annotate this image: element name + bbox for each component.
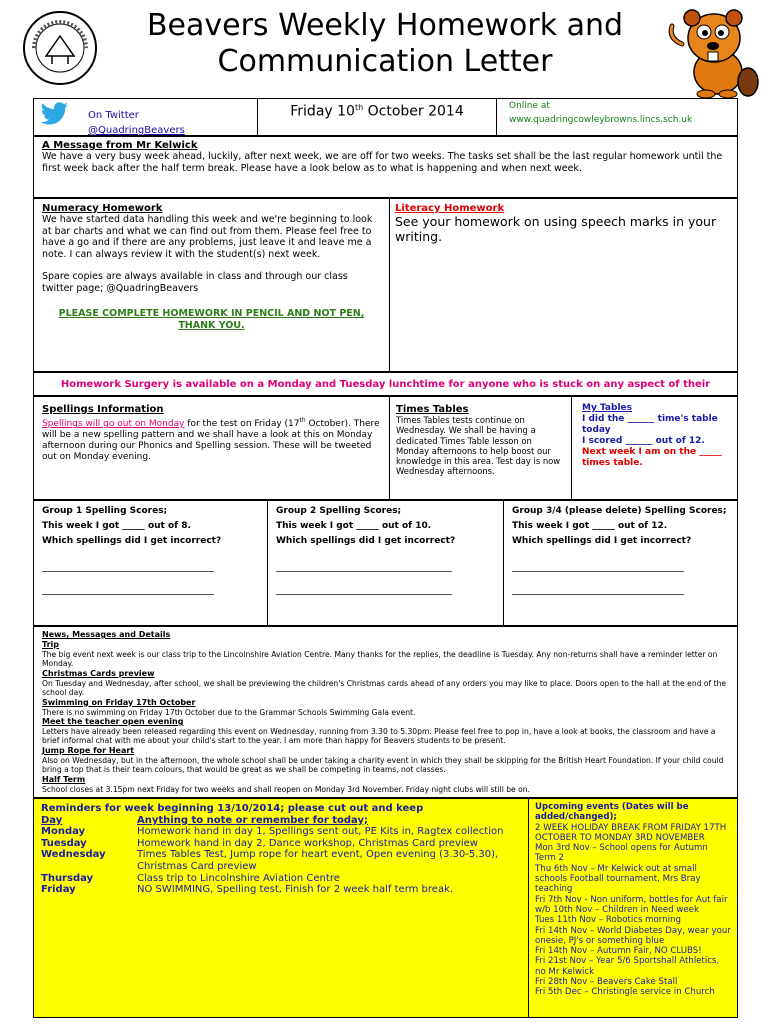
answer-line[interactable]	[276, 594, 452, 595]
weekly-reminders-section	[33, 798, 529, 1018]
my-tables-heading: My Tables	[582, 403, 632, 413]
reminder-row-monday: Monday Homework hand in day 1, Spellings sent out, PE Kits in, Ragtex collection	[41, 826, 504, 838]
literacy-homework-section	[390, 198, 738, 372]
numeracy-heading: Numeracy Homework	[42, 203, 163, 214]
upcoming-heading: Upcoming events (Dates will be added/changed);	[535, 802, 689, 823]
note-column-header: Anything to note or remember for today;	[137, 814, 369, 826]
news-item-body: Letters have already been released regarding this event on Wednesday, running from 3.30 to 5.30pm. Please feel free to pop in, have a look at books, the classroom and have a brief informal chat with me about your child's start to the year. I am more than happy for Beavers students to be present.	[42, 727, 716, 746]
spellings-heading: Spellings Information	[42, 404, 164, 415]
group-1-spelling-scores	[33, 500, 268, 626]
times-tables-body: Times Tables tests continue on Wednesday. We shall be having a dedicated Times Table lesson on Monday afternoons to help boost our knowledge in this area. Test day is now Wednesday afternoons.	[396, 415, 561, 477]
page-title	[100, 8, 670, 80]
news-item-body: Also on Wednesday, but in the afternoon, the whole school shall be under taking a charity event in which they shall be skipping for the British Heart Foundation. If your child could bring a top that is their team colours, that would be great as we shall be competing in teams, not classes.	[42, 755, 724, 775]
news-item-title: Meet the teacher open evening	[42, 717, 184, 727]
my-tables-line-2: I scored ______ out of 12.	[582, 436, 705, 446]
title-line-1: Beavers Weekly Homework and	[146, 8, 624, 43]
upcoming-event: Fri 28th Nov – Beavers Cake Stall	[535, 977, 678, 988]
upcoming-event: Fri 14th Nov – World Diabetes Day, wear your onesie, PJ's or something blue	[535, 925, 731, 946]
news-item-body: School closes at 3.15pm next Friday for two weeks and shall reopen on Monday 3rd November. Friday night clubs will still be on.	[42, 784, 531, 794]
pencil-reminder: PLEASE COMPLETE HOMEWORK IN PENCIL AND NOT PEN, THANK YOU.	[58, 308, 365, 331]
answer-line[interactable]	[276, 571, 452, 572]
reminder-row-wednesday: Wednesday Times Tables Test, Jump rope for heart event, Open evening (3.30-5.30), Christmas Card preview	[41, 849, 499, 872]
day-column-header: Day	[41, 814, 63, 826]
group-question: Which spellings did I get incorrect?	[42, 536, 222, 546]
letter-date: Friday 10th October 2014	[290, 103, 464, 120]
twitter-bird-icon	[40, 102, 68, 126]
title-line-2: Communication Letter	[217, 44, 553, 79]
group-question: Which spellings did I get incorrect?	[512, 536, 692, 546]
reminder-row-thursday: Thursday Class trip to Lincolnshire Aviation Centre	[41, 872, 340, 884]
twitter-handle-link[interactable]: @QuadringBeavers	[88, 125, 185, 136]
numeracy-homework-section	[33, 198, 390, 372]
my-tables-line-1: I did the ______ time's table today	[582, 414, 718, 435]
beaver-mascot-image	[662, 4, 762, 98]
group-score: This week I got _____ out of 8.	[42, 521, 191, 531]
reminder-row-friday: Friday NO SWIMMING, Spelling test, Finish for 2 week half term break.	[41, 884, 454, 896]
upcoming-events-section	[529, 798, 738, 1018]
school-crest-logo	[22, 8, 98, 90]
numeracy-body: We have started data handling this week and we're beginning to look at bar charts and what we can find out from them. Please feel free to have a go and if there are any problems, just leave it and leave me a note. I can always review it with the student(s) next week.	[42, 214, 373, 260]
news-heading: News, Messages and Details	[42, 630, 171, 639]
answer-line[interactable]	[512, 594, 684, 595]
upcoming-event: w/b 10th Nov – Children in Need week	[535, 904, 699, 915]
news-messages-section	[33, 626, 738, 798]
answer-line[interactable]	[42, 594, 214, 595]
literacy-body: See your homework on using speech marks in your writing.	[395, 214, 717, 244]
twitter-label: On Twitter	[88, 110, 139, 121]
spellings-info-section	[33, 396, 390, 500]
reminders-heading: Reminders for week beginning 13/10/2014; please cut out and keep	[41, 803, 424, 814]
answer-line[interactable]	[512, 571, 684, 572]
upcoming-event: Fri 7th Nov - Non uniform, bottles for Aut fair	[535, 894, 728, 905]
news-item-title: Swimming on Friday 17th October	[42, 697, 196, 707]
answer-line[interactable]	[42, 571, 214, 572]
times-tables-heading: Times Tables	[396, 404, 469, 415]
news-item-title: Half Term	[42, 774, 86, 784]
group-title: Group 2 Spelling Scores;	[276, 506, 402, 516]
message-body: We have a very busy week ahead, luckily, after next week, we are off for two weeks. The tasks set shall be the last regular homework until the first week back after the half term break. Please have a look below as to what is happening and when next week.	[42, 151, 723, 174]
news-item-title: Trip	[42, 640, 59, 649]
upcoming-event: Mon 3rd Nov – School opens for Autumn Term 2	[535, 843, 708, 864]
upcoming-event: Thu 6th Nov – Mr Kelwick out at small schools Football tournament, Mrs Bray teaching	[535, 863, 701, 895]
news-item-body: There is no swimming on Friday 17th October due to the Grammar Schools Swimming Gala event.	[42, 707, 416, 717]
upcoming-event: Fri 21st Nov – Year 5/6 Sportshall Athletics, no Mr Kelwick	[535, 956, 720, 977]
group-score: This week I got _____ out of 12.	[512, 521, 668, 531]
group-question: Which spellings did I get incorrect?	[276, 536, 456, 546]
spellings-body: Spellings will go out on Monday for the test on Friday (17th October). There will be a new spelling pattern and we shall have a look at this on Monday afternoon during our Phonics and Spelling session. These will be tweeted out on Monday evening.	[42, 417, 380, 462]
message-heading: A Message from Mr Kelwick	[42, 140, 198, 151]
group-title: Group 1 Spelling Scores;	[42, 506, 168, 516]
website-url-link[interactable]: www.quadringcowleybrowns.lincs.sch.uk	[509, 115, 693, 125]
news-item-title: Christmas Cards preview	[42, 668, 155, 678]
group-2-spelling-scores	[268, 500, 504, 626]
news-item-body: On Tuesday and Wednesday, after school, we shall be previewing the children's Christmas cards ahead of any orders you may like to place. Doors open to the hall at the end of the school day.	[42, 678, 727, 698]
upcoming-event: 2 WEEK HOLIDAY BREAK FROM FRIDAY 17TH OCTOBER TO MONDAY 3RD NOVEMBER	[535, 822, 727, 843]
upcoming-event: Fri 5th Dec – Christingle service in Church	[535, 987, 715, 998]
reminders-header-row	[41, 815, 521, 827]
group-title: Group 3/4 (please delete) Spelling Scores;	[512, 506, 727, 516]
numeracy-spare-copies: Spare copies are always available in class and through our class twitter page; @QuadringBeavers	[42, 271, 348, 294]
news-item-title: Jump Rope for Heart	[42, 745, 135, 755]
homework-surgery-banner	[33, 372, 738, 396]
times-tables-section	[390, 396, 572, 500]
group-3-4-spelling-scores	[504, 500, 738, 626]
upcoming-event: Tues 11th Nov – Robotics morning	[535, 915, 681, 926]
group-score: This week I got _____ out of 10.	[276, 521, 432, 531]
reminder-row-tuesday: Tuesday Homework hand in day 2, Dance workshop, Christmas Card preview	[41, 837, 478, 849]
website-label: Online at	[509, 101, 550, 111]
my-tables-line-3: Next week I am on the _____ times table.	[582, 447, 722, 468]
news-item-body: The big event next week is our class trip to the Lincolnshire Aviation Centre. Many thanks for the replies, the deadline is Tuesday. Any non-returns shall have a reminder letter on Monday.	[42, 650, 718, 669]
teacher-message-section	[33, 136, 738, 198]
surgery-text: Homework Surgery is available on a Monday and Tuesday lunchtime for anyone who is stuck on any aspect of their	[60, 379, 711, 390]
literacy-heading: Literacy Homework	[395, 203, 505, 214]
upcoming-event: Fri 14th Nov – Autumn Fair, NO CLUBS!	[535, 946, 702, 957]
my-tables-section	[572, 396, 738, 500]
